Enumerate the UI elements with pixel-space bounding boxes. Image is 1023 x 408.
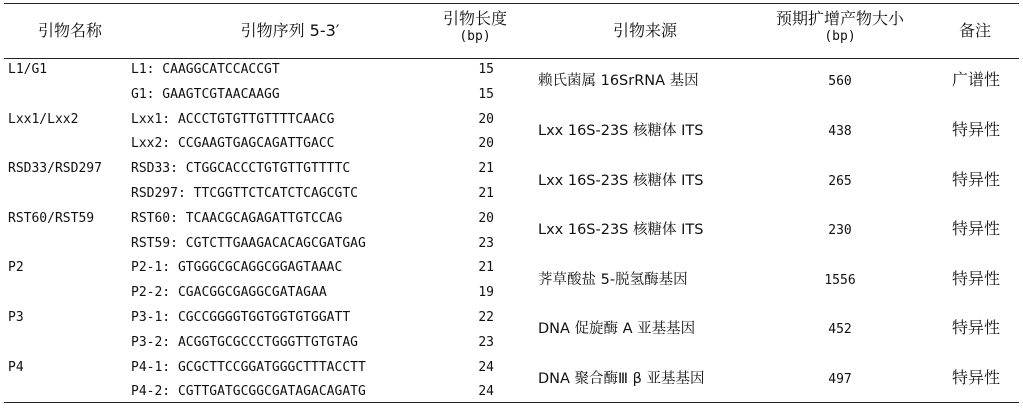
product-size: 438 [828, 124, 852, 139]
header-note: 备注 [958, 21, 991, 40]
header-primer-length-label: 引物长度 [442, 9, 507, 28]
primer-sequence: P3-1: CGCCGGGGTGGTGGTGTGGATT [131, 310, 351, 325]
table-bottom-rule [4, 402, 1019, 403]
primer-length: 22 [478, 310, 494, 325]
primer-pair-name: P2 [8, 260, 24, 276]
primer-length: 24 [478, 359, 494, 375]
header-primer-length-unit: (bp) [459, 29, 491, 44]
primer-source: Lxx 16S-23S 核糖体 ITS [538, 172, 704, 189]
primer-pair-name: Lxx1/Lxx2 [8, 111, 79, 127]
primer-sequence: G1: GAAGTCGTAACAAGG [131, 86, 280, 102]
primer-length: 24 [478, 384, 494, 400]
product-size: 560 [828, 74, 852, 90]
primer-sequence: P2-1: GTGGGCGCAGGCGGAGTAAAC [131, 260, 343, 276]
primer-length: 21 [478, 260, 494, 276]
primer-sequence: RSD297: TTCGGTTCTCATCTCAGCGTC [131, 186, 358, 201]
table-header-rule [4, 58, 1019, 59]
header-primer-length [430, 10, 520, 46]
primer-source: 赖氏菌属 16SrRNA 基因 [538, 73, 699, 90]
primer-sequence: Lxx2: CCGAAGTGAGCAGATTGACC [131, 136, 335, 152]
primer-sequence: P4-1: GCGCTTCCGGATGGGCTTTACCTT [131, 359, 366, 375]
primer-note: 特异性 [951, 368, 1000, 387]
primer-sequence: RSD33: CTGGCACCCTGTGTTGTTTTC [131, 161, 351, 177]
primer-sequence: P3-2: ACGGTGCGCCCTGGGTTGTGTAG [131, 334, 358, 350]
primer-pair-name: P4 [8, 359, 24, 375]
primer-note: 特异性 [951, 268, 1000, 288]
primer-note: 特异性 [951, 169, 1000, 189]
header-product-size-label: 预期扩增产物大小 [775, 9, 904, 28]
primer-length: 20 [478, 111, 494, 127]
primer-length: 23 [478, 334, 494, 350]
primer-sequence: RST60: TCAACGCAGAGATTGTCCAG [131, 210, 343, 226]
primer-sequence: L1: CAAGGCATCCACCGT [131, 62, 280, 77]
primer-length: 15 [478, 86, 494, 102]
primer-length: 20 [478, 210, 494, 226]
header-primer-source: 引物来源 [612, 21, 677, 40]
primer-pair-name: RST60/RST59 [8, 210, 95, 226]
primer-pair-name: L1/G1 [8, 62, 48, 77]
primer-length: 23 [478, 235, 494, 251]
primer-note: 特异性 [951, 318, 1000, 338]
primer-note: 特异性 [951, 120, 1000, 139]
primer-sequence: P2-2: CGACGGCGAGGCGATAGAA [131, 285, 327, 301]
primer-sequence: RST59: CGTCTTGAAGACACAGCGATGAG [131, 235, 366, 251]
primer-length: 21 [478, 161, 494, 177]
primer-source: DNA 促旋酶 A 亚基基因 [538, 321, 696, 338]
product-size: 452 [828, 322, 852, 338]
product-size: 497 [828, 372, 852, 387]
primer-sequence: P4-2: CGTTGATGCGGCGATAGACAGATG [131, 384, 366, 400]
header-primer-sequence: 引物序列 5-3′ [240, 21, 340, 40]
primer-pair-name: P3 [8, 310, 24, 325]
product-size: 265 [828, 173, 852, 189]
header-primer-name: 引物名称 [37, 21, 102, 40]
table-top-rule [4, 3, 1019, 4]
primer-note: 广谱性 [951, 70, 1000, 90]
primer-sequence: Lxx1: ACCCTGTGTTGTTTTCAACG [131, 111, 335, 127]
primer-length: 21 [478, 186, 494, 201]
primer-length: 20 [478, 136, 494, 152]
primer-length: 15 [478, 62, 494, 77]
product-size: 1556 [824, 272, 856, 288]
primer-source: Lxx 16S-23S 核糖体 ITS [538, 123, 704, 139]
header-product-size-unit: (bp) [824, 29, 856, 44]
primer-source: Lxx 16S-23S 核糖体 ITS [538, 222, 704, 239]
primer-pair-name: RSD33/RSD297 [8, 161, 102, 177]
product-size: 230 [828, 223, 852, 239]
header-product-size [760, 10, 920, 46]
primer-source: DNA 聚合酶Ⅲ β 亚基基因 [538, 371, 705, 387]
primer-length: 19 [478, 285, 494, 301]
primer-note: 特异性 [951, 219, 1000, 239]
primer-source: 荠草酸盐 5-脱氢酶基因 [538, 271, 688, 288]
